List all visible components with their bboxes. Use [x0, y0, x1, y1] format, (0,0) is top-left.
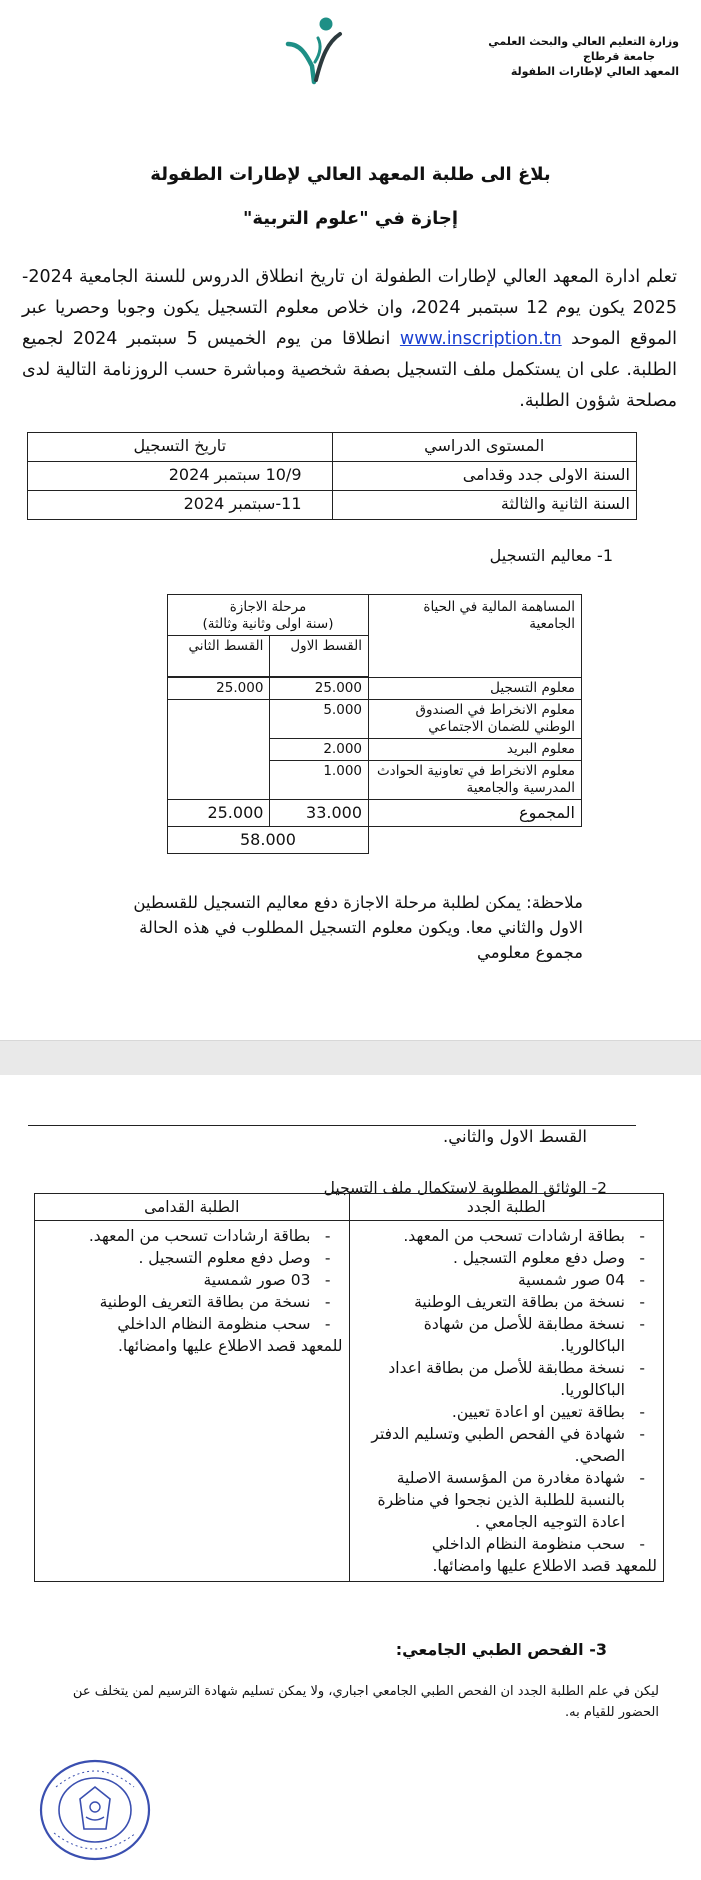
fee-installment-2: 25.000 — [168, 678, 270, 700]
section-3-heading: 3- الفحص الطبي الجامعي: — [395, 1640, 607, 1659]
list-item: - سحب منظومة النظام الداخلي — [41, 1313, 333, 1335]
registration-schedule-table — [27, 432, 637, 520]
fee-installment-1: 5.000 — [270, 700, 369, 739]
old-students-header: الطلبة القدامى — [35, 1194, 350, 1221]
fee-row — [168, 700, 582, 739]
list-item: - شهادة في الفحص الطبي وتسليم الدفتر الصحي. — [356, 1423, 648, 1467]
total-installment-2: 25.000 — [168, 800, 270, 827]
institute-stamp-icon — [36, 1757, 154, 1863]
medical-exam-text: ليكن في علم الطلبة الجدد ان الفحص الطبي الجامعي اجباري، ولا يمكن تسليم شهادة الترسيم لمن يتخلف عن الحضور للقيام به. — [72, 1684, 659, 1720]
contribution-header-text: المساهمة المالية في الحياة الجامعية — [423, 599, 575, 632]
intro-text-2: انطلاقا من يوم الخميس 5 سبتمبر 2024 لجميع الطلبة. على ان يستكمل ملف التسجيل بصفة شخصية ومباشرة حسب الروزنامة التالية لدى مصلحة شؤون الطلبة. — [22, 329, 677, 411]
intro-paragraph — [22, 262, 677, 417]
old-students-docs — [35, 1221, 350, 1582]
total-label: المجموع — [369, 800, 582, 827]
new-students-list — [356, 1225, 658, 1555]
list-item: - 04 صور شمسية — [356, 1269, 648, 1291]
date-cell: 10/9 سبتمبر 2024 — [28, 462, 333, 491]
fees-table — [167, 594, 582, 854]
institute-logo-icon — [278, 14, 350, 86]
section-1-heading: 1- معاليم التسجيل — [489, 546, 613, 565]
list-item: - نسخة مطابقة للأصل من بطاقة اعداد الباكالوريا. — [356, 1357, 648, 1401]
fee-installment-2-empty — [168, 700, 270, 800]
stage-subtitle: (سنة اولى وثانية وثالثة) — [202, 616, 334, 632]
ministry-header — [488, 34, 679, 79]
level-cell: السنة الثانية والثالثة — [332, 491, 637, 520]
intro-text-1: تعلم ادارة المعهد العالي لإطارات الطفولة ان تاريخ انطلاق الدروس للسنة الجامعية 2024-2025 يكون يوم 12 سبتمبر 2024، وان خلاص معلوم التسجيل يكون وجوبا وحصريا عبر الموقع الموحد — [22, 267, 678, 349]
table-row — [28, 491, 637, 520]
grand-total-row — [168, 827, 582, 854]
list-item: - نسخة من بطاقة التعريف الوطنية — [41, 1291, 333, 1313]
documents-table — [34, 1193, 664, 1582]
list-item: - 03 صور شمسية — [41, 1269, 333, 1291]
documents-body-row — [35, 1221, 664, 1582]
header-university: جامعة قرطاج — [582, 50, 655, 63]
table-row — [28, 462, 637, 491]
fee-label: معلوم التسجيل — [369, 678, 582, 700]
documents-header-row — [35, 1194, 664, 1221]
fees-total-row — [168, 800, 582, 827]
fee-installment-1: 1.000 — [270, 761, 369, 800]
header-level: المستوى الدراسي — [332, 433, 637, 462]
installment-1-header: القسط الاول — [270, 636, 369, 677]
installment-2-header: القسط الثاني — [168, 636, 270, 677]
fee-label: معلوم البريد — [369, 739, 582, 761]
list-item: - نسخة من بطاقة التعريف الوطنية — [356, 1291, 648, 1313]
list-item: - وصل دفع معلوم التسجيل . — [356, 1247, 648, 1269]
old-students-list — [41, 1225, 343, 1335]
list-item: - نسخة مطابقة للأصل من شهادة الباكالوريا. — [356, 1313, 648, 1357]
table-header-row — [28, 433, 637, 462]
announcement-title: بلاغ الى طلبة المعهد العالي لإطارات الطفولة — [150, 164, 551, 185]
page-separator — [0, 1040, 701, 1076]
stage-title: مرحلة الاجازة — [229, 599, 307, 615]
list-item: - بطاقة تعيين او اعادة تعيين. — [356, 1401, 648, 1423]
stage-header — [168, 595, 369, 636]
header-ministry: وزارة التعليم العالي والبحث العلمي — [488, 35, 679, 48]
list-item: - سحب منظومة النظام الداخلي — [356, 1533, 648, 1555]
list-item: - شهادة مغادرة من المؤسسة الاصلية بالنسبة للطلبة الذين نجحوا في مناظرة اعادة التوجيه الجامعي . — [356, 1467, 648, 1533]
section-2-heading: 2- الوثائق المطلوبة لاستكمال ملف التسجيل — [323, 1179, 607, 1197]
contribution-header — [369, 595, 582, 678]
payment-note-continued: القسط الاول والثاني. — [443, 1127, 587, 1146]
old-students-tail: للمعهد قصد الاطلاع عليها وامضائها. — [117, 1337, 343, 1355]
fee-installment-1: 25.000 — [270, 678, 369, 700]
grand-total: 58.000 — [168, 827, 369, 854]
grand-total-blank — [369, 827, 582, 854]
registration-website-link[interactable]: www.inscription.tn — [399, 329, 562, 349]
date-cell: 11-سبتمبر 2024 — [28, 491, 333, 520]
new-students-header: الطلبة الجدد — [349, 1194, 664, 1221]
list-item: - بطاقة ارشادات تسحب من المعهد. — [41, 1225, 333, 1247]
fee-label: معلوم الانخراط في الصندوق الوطني للضمان الاجتماعي — [369, 700, 582, 739]
header-institute: المعهد العالي لإطارات الطفولة — [510, 65, 679, 78]
list-item: - بطاقة ارشادات تسحب من المعهد. — [356, 1225, 648, 1247]
fee-installment-1: 2.000 — [270, 739, 369, 761]
fee-label: معلوم الانخراط في تعاونية الحوادث المدرسية والجامعية — [369, 761, 582, 800]
new-students-tail: للمعهد قصد الاطلاع عليها وامضائها. — [432, 1557, 657, 1575]
announcement-subtitle: إجازة في "علوم التربية" — [242, 208, 459, 229]
payment-note: ملاحظة: يمكن لطلبة مرحلة الاجازة دفع معاليم التسجيل للقسطين الاول والثاني معا. ويكون معلوم التسجيل المطلوب في هذه الحالة مجموع معلومي — [133, 893, 583, 962]
header-date: تاريخ التسجيل — [28, 433, 333, 462]
fee-row — [168, 678, 582, 700]
top-rule — [28, 1125, 636, 1126]
total-installment-1: 33.000 — [270, 800, 369, 827]
fees-header-row — [168, 595, 582, 636]
new-students-docs — [349, 1221, 664, 1582]
list-item: - وصل دفع معلوم التسجيل . — [41, 1247, 333, 1269]
level-cell: السنة الاولى جدد وقدامى — [332, 462, 637, 491]
